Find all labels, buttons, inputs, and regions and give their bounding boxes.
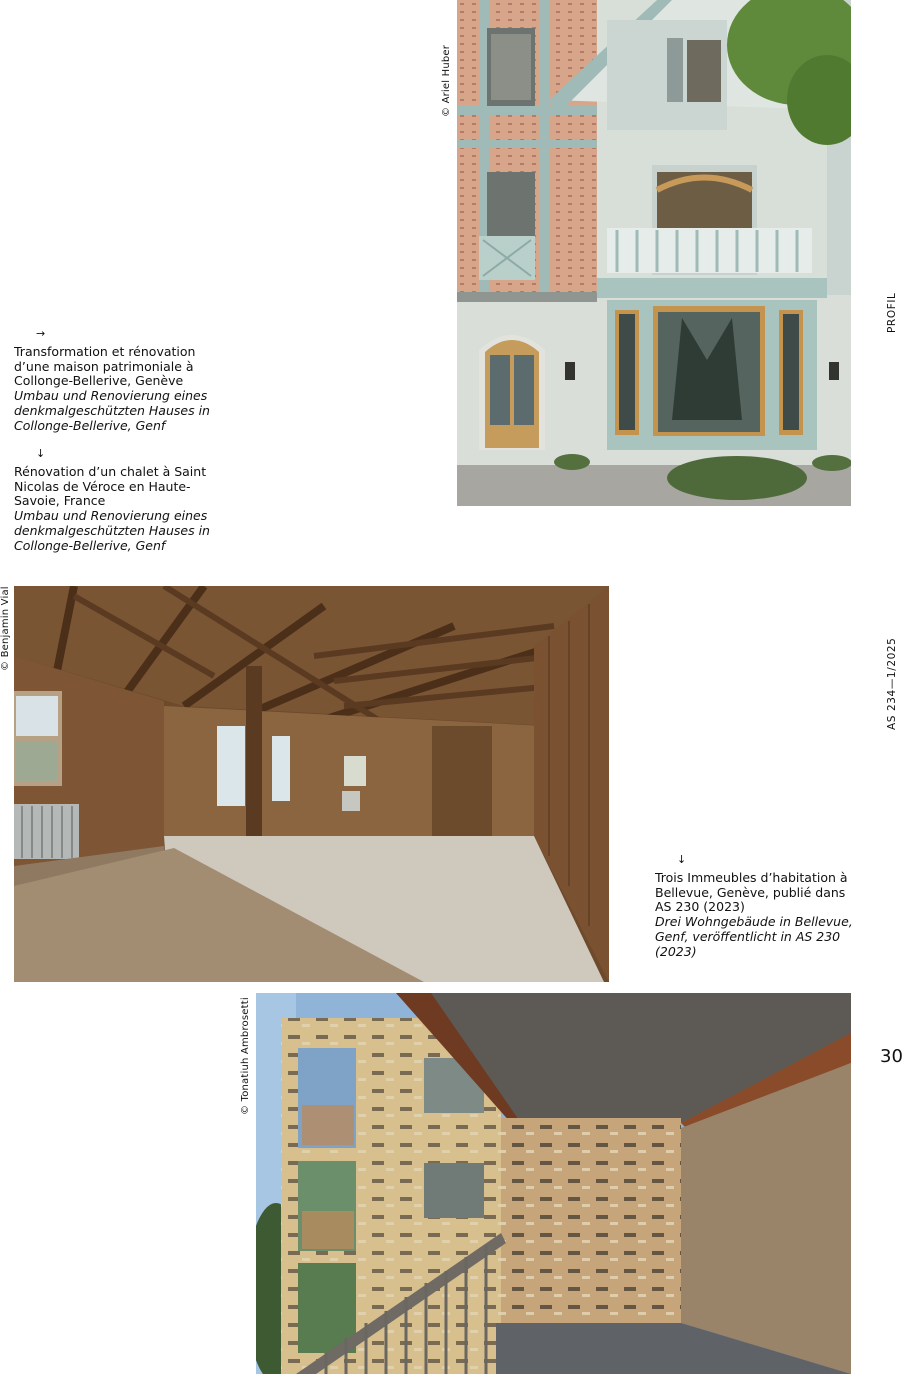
arrow-down-icon: ↓: [677, 853, 687, 866]
arrow-right-icon: →: [36, 327, 46, 340]
caption-text-fr: Trois Immeubles d’habitation à Bellevue, Genève, publié dans AS 230 (2023): [655, 869, 848, 915]
caption-text-de: Umbau und Renovierung eines denkmalgeschützten Hauses in Collonge-Bellerive, Genf: [14, 388, 210, 433]
photo-credit-tonatiuh: © Tonatiuh Ambrosetti: [240, 997, 251, 1115]
issue-label: AS 234—1/2025: [886, 637, 898, 730]
section-label: PROFIL: [886, 292, 898, 333]
caption-chalet: [14, 447, 214, 554]
photo-residential-loggia: [256, 993, 851, 1374]
caption-text-de: Umbau und Renovierung eines denkmalgeschützten Hauses in Collonge-Bellerive, Genf: [14, 508, 210, 553]
page-number: 30: [880, 1046, 903, 1067]
photo-credit-ariel: © Ariel Huber: [441, 44, 452, 117]
caption-text-de: Drei Wohngebäude in Bellevue, Genf, veröffentlicht in AS 230 (2023): [655, 914, 853, 959]
photo-chalet-interior: [14, 586, 609, 982]
caption-heritage-house: [14, 327, 214, 434]
arrow-down-icon: ↓: [36, 447, 46, 460]
photo-heritage-house: [457, 0, 851, 506]
photo-credit-benjamin: © Benjamin Vial: [0, 586, 11, 671]
caption-residential-buildings: [655, 853, 855, 960]
caption-text-fr: Transformation et rénovation d’une maison patrimoniale à Collonge-Bellerive, Genève: [14, 343, 196, 389]
caption-text-fr: Rénovation d’un chalet à Saint Nicolas de Véroce en Haute-Savoie, France: [14, 463, 207, 509]
